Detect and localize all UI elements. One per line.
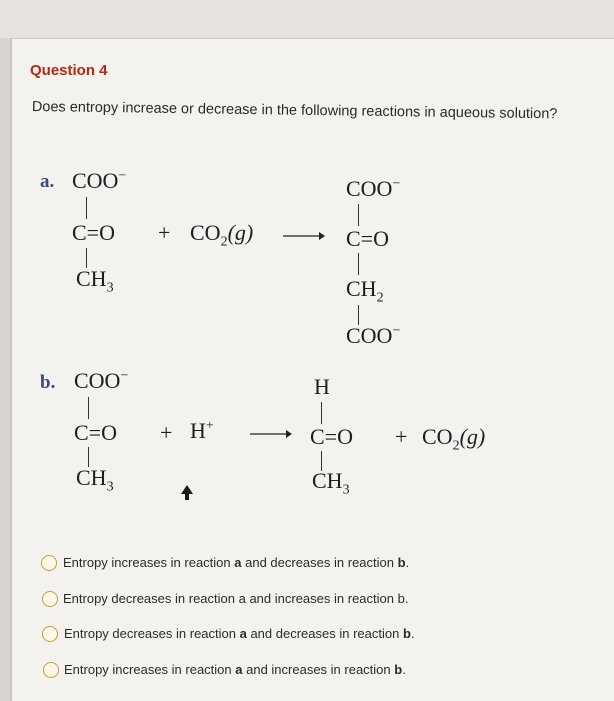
reaction-a-product-ch2: $CH_2$ — [346, 276, 384, 306]
option-3-label[interactable]: Entropy decreases in reaction a and decreases in reaction b. — [64, 626, 415, 641]
reaction-a-product-carboxylate: COO− — [346, 176, 401, 201]
reaction-arrow-icon — [250, 428, 292, 440]
reaction-a-reactant-methyl: $CH_3$ — [76, 266, 114, 296]
reaction-a-co2: $CO_2(g)$ — [190, 220, 254, 250]
bond — [321, 402, 322, 424]
option-1-label[interactable]: Entropy increases in reaction a and decreases in reaction b. — [63, 555, 410, 570]
reaction-a-reactant-carbonyl: C=O — [72, 220, 115, 245]
reaction-a-plus: + — [158, 220, 171, 245]
reaction-a-reactant-carboxylate: COO− — [72, 168, 127, 193]
reaction-a-product-carbonyl: C=O — [346, 226, 389, 251]
reaction-b-plus: + — [160, 420, 173, 445]
bond — [88, 447, 89, 467]
reaction-b-label: b. — [40, 372, 56, 393]
bond — [88, 397, 89, 419]
reaction-b-co2: $CO_2(g)$ — [422, 424, 486, 454]
reaction-arrow-icon — [283, 230, 325, 242]
mouse-cursor-icon — [181, 485, 195, 501]
bond — [86, 248, 87, 268]
option-2-radio[interactable] — [42, 591, 58, 607]
option-4-label[interactable]: Entropy increases in reaction a and increases in reaction b. — [64, 662, 406, 677]
option-1-radio[interactable] — [41, 555, 57, 571]
reaction-b-product-carbonyl: C=O — [310, 424, 353, 449]
reaction-b-reactant-carbonyl: C=O — [74, 420, 117, 445]
option-4-radio[interactable] — [43, 662, 59, 678]
browser-top-band — [0, 0, 614, 38]
reaction-b-reactant-methyl: $CH_3$ — [76, 465, 114, 495]
reaction-b-product-methyl: $CH_3$ — [312, 468, 350, 498]
bond — [86, 197, 87, 219]
reaction-b-product-hydrogen: H — [314, 374, 330, 399]
question-header: Question 4 — [30, 62, 108, 79]
reaction-b-reactant-carboxylate: COO− — [74, 368, 129, 393]
reaction-b-proton: H+ — [190, 418, 214, 443]
bond — [358, 305, 359, 325]
reaction-b-plus-2: + — [395, 424, 408, 449]
bond — [358, 253, 359, 275]
option-2-label[interactable]: Entropy decreases in reaction a and increases in reaction b. — [63, 591, 409, 606]
bond — [358, 204, 359, 226]
reaction-a-label: a. — [40, 171, 55, 192]
reaction-a-product-carboxylate-2: COO− — [346, 323, 401, 348]
question-text: Does entropy increase or decrease in the following reactions in aqueous solution? — [31, 99, 558, 123]
option-3-radio[interactable] — [42, 626, 58, 642]
